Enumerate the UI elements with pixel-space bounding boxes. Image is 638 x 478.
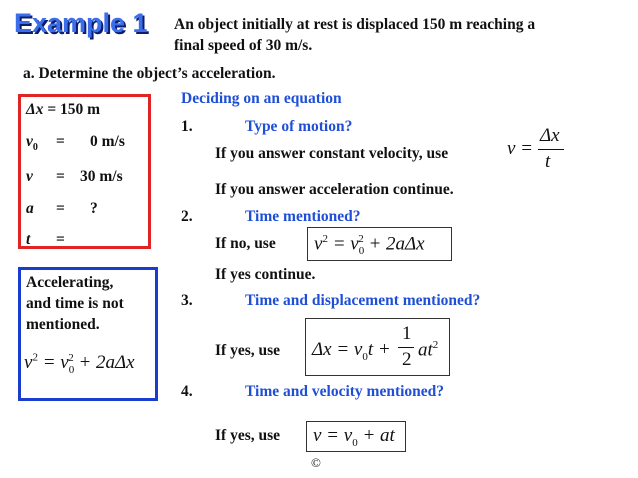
step-2-title: Time mentioned?: [245, 208, 361, 225]
step-1-number: 1.: [181, 118, 193, 135]
known-v-value: 30 m/s: [80, 168, 123, 185]
step-2-number: 2.: [181, 208, 193, 225]
known-v0-value: 0 m/s: [90, 133, 125, 150]
known-a-symbol: a: [26, 200, 34, 217]
example-title: Example 1: [14, 8, 148, 38]
known-v-eq: =: [56, 168, 65, 185]
step-3-line-1: If yes, use: [215, 342, 281, 359]
question-a: a. Determine the object’s acceleration.: [23, 65, 276, 82]
step-4-line-1: If yes, use: [215, 427, 281, 444]
equation-v-dx-over-t: v = Δx t: [507, 125, 569, 169]
step-3-number: 3.: [181, 292, 193, 309]
equation-dx-box: $\Delta x = v_0t$ + 1 2 $at^2$: [305, 318, 450, 376]
known-t-symbol: t: [26, 231, 31, 248]
problem-line-2: final speed of 30 m/s.: [174, 37, 313, 54]
summary-text: Accelerating, and time is not mentioned.: [26, 274, 124, 333]
equation-v2-box: $v^2 = v_0^2 + 2a\Delta x$: [307, 227, 452, 261]
known-v0-eq: =: [56, 133, 65, 150]
known-v0-symbol: $v_0$: [26, 133, 38, 154]
steps-heading: Deciding on an equation: [181, 90, 342, 107]
problem-statement: [174, 14, 614, 56]
equation-v-box: $v = v_0$ + at: [306, 421, 406, 452]
step-4-number: 4.: [181, 383, 193, 400]
step-2-line-2: If yes continue.: [215, 266, 316, 283]
known-v-symbol: v: [26, 168, 33, 185]
known-a-eq: =: [56, 200, 65, 217]
step-3-title: Time and displacement mentioned?: [245, 292, 481, 309]
summary-equation: $v^2 = v_0^2 + 2a\Delta x$: [24, 352, 135, 377]
problem-line-1: An object initially at rest is displaced 150 m reaching a: [174, 16, 536, 33]
step-4-title: Time and velocity mentioned?: [245, 383, 445, 400]
known-a-value: ?: [90, 200, 98, 217]
step-1-line-2: If you answer acceleration continue.: [215, 181, 454, 198]
step-2-line-1: If no, use: [215, 235, 276, 252]
step-1-title: Type of motion?: [245, 118, 353, 135]
step-1-line-1: If you answer constant velocity, use: [215, 145, 449, 162]
known-t-eq: =: [56, 231, 65, 248]
known-dx: Δx = 150 m: [26, 101, 101, 118]
copyright-mark: ©: [311, 455, 321, 470]
